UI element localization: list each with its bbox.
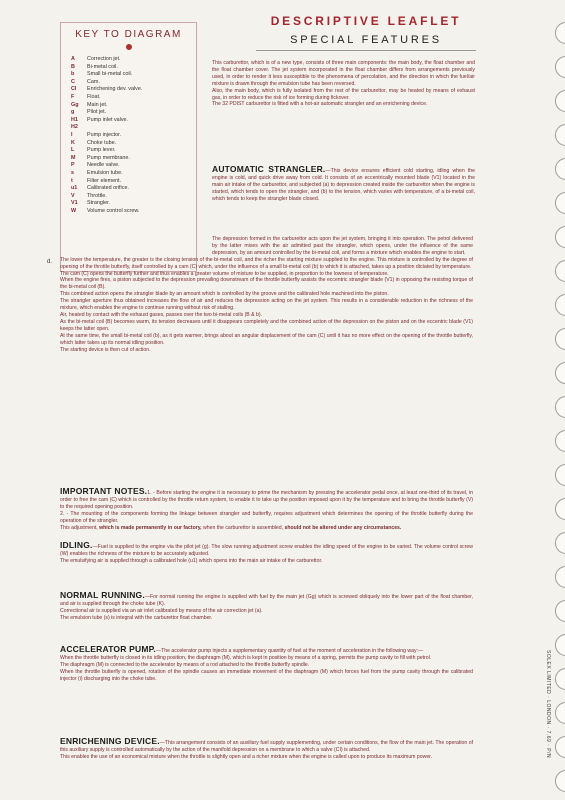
idling-text: Fuel is supplied to the engine via the pilot jet (g). The slow running adjustment screw enables the idling speed of the engine to be varied. The volume control screw (W) enables the richness of the mixture to be accurately adjusted. — [60, 544, 473, 557]
running-paragraph: NORMAL RUNNING.—For normal running the engine is supplied with fuel by the main jet (Gg) which is screwed obliquely into the lower part of the float chamber, and air is supplied through the choke tube (K). — [60, 590, 473, 607]
strangler-paragraph: As the bi-metal coil (B) becomes warm, its tension decreases until it disappears completely and the combined action of the depression on the piston and on the eccentric blade (V1) keeps the latter open. — [60, 318, 473, 332]
key-item — [71, 162, 196, 170]
key-item — [71, 102, 196, 110]
strangler-paragraph: The depression formed in the carburettor acts upon the jet system, bringing it into operation. The petrol delivered by the latter mixes with the air admitted past the strangler, which opens, under the influence of the same depression, by an amount controlled by the bi-metal coil, and forms a mixture which enables the engine to start. — [212, 236, 473, 256]
punch-hole — [555, 362, 565, 384]
key-symbol: W — [71, 207, 77, 214]
strangler-paragraph: The starting device is then cut of action. — [60, 346, 151, 353]
key-item — [71, 147, 196, 155]
key-description: Pilot jet. — [87, 109, 107, 116]
key-description: Calibrated orifice. — [87, 185, 129, 192]
key-item — [71, 193, 196, 201]
punch-hole — [555, 770, 565, 792]
key-item — [71, 86, 196, 94]
enrich-paragraph: ENRICHENING DEVICE.—This arrangement consists of an auxiliary fuel supply supplementing, under certain conditions, the flow of the main jet. The operation of this auxiliary supply is controlled automatically by the action of the manifold depression on a membrane to which a valve (CI) is attached. — [60, 736, 473, 753]
enrich-text: This arrangement consists of an auxiliary fuel supply supplementing, under certain conditions, the flow of the main jet. The operation of this auxiliary supply is controlled automatically by the action of the manifold depression on a membrane to which a valve (CI) is attached. — [60, 740, 473, 753]
key-symbol: H1 — [71, 116, 78, 123]
notes-paragraph: 2. - The mounting of the components forming the linkage between strangler and butterfly, requires adjustment which determines the opening of the throttle butterfly during the operation of the strangler. — [60, 510, 473, 524]
key-description: Float. — [87, 93, 101, 100]
key-symbol: I — [71, 131, 73, 138]
key-symbol: P — [71, 162, 75, 169]
running-title: NORMAL RUNNING. — [60, 590, 145, 600]
notes-paragraph — [60, 525, 473, 532]
punch-hole — [555, 158, 565, 180]
strangler-section — [212, 166, 475, 203]
key-description: Cam. — [87, 78, 100, 85]
key-description: Small bi-metal coil. — [87, 71, 133, 78]
key-to-diagram — [60, 22, 197, 272]
key-symbol: C — [71, 78, 75, 85]
idling-title: IDLING. — [60, 540, 93, 550]
strangler-paragraph: When the engine fires, a piston subjected to the depression prevailing downstream of the throttle butterfly assists the eccentric strangler blade (V1) in opposing the resisting torque of the bi-metal coil (B). — [60, 277, 473, 291]
key-description: Throttle. — [87, 192, 107, 199]
key-item — [71, 64, 196, 72]
punch-hole — [555, 668, 565, 690]
key-symbol: L — [71, 147, 75, 154]
leaflet-header — [256, 14, 476, 51]
notes-emphasis: should not be altered under any circumstances. — [284, 524, 402, 531]
intro-section — [212, 60, 475, 108]
enrich-paragraph: This enables the use of an economical mixture when the throttle is slightly open and a richer mixture when the engine is called upon to produce its maximum power. — [60, 753, 433, 760]
key-description — [87, 124, 196, 132]
key-item — [71, 170, 196, 178]
punch-hole — [555, 736, 565, 758]
key-list — [61, 56, 196, 215]
key-item — [71, 200, 196, 208]
key-description: Strangler. — [87, 200, 111, 207]
key-item — [71, 208, 196, 216]
notes-emphasis: which is made permanently in our factory, — [99, 524, 202, 531]
key-description: Enrichening dev. valve. — [87, 86, 143, 93]
idling-section — [60, 542, 473, 565]
punch-hole — [555, 498, 565, 520]
notes-title: IMPORTANT NOTES. — [60, 486, 148, 496]
enrich-section — [60, 738, 473, 761]
key-bullet — [126, 44, 132, 50]
key-item — [71, 94, 196, 102]
notes-section — [60, 488, 473, 531]
pump-section — [60, 646, 473, 683]
running-paragraph: Correctional air is supplied via an air inlet calibrated by means of the air correction jet (a). — [60, 607, 263, 614]
punch-hole — [555, 702, 565, 724]
strangler-text: This device ensures efficient cold starting, idling when the engine is cold, and quick drive away from cold. It consists of an eccentrically mounted blade (V1) located in the main air intake of the carburettor, and subjected (a) to depression created inside the carburettor when the engine is started, which tends to open the strangler, and (b) to the tension, which varies with temperature, of a bi-metal coil, which tends to keep the strangler blade closed. — [212, 168, 475, 202]
key-symbol: B — [71, 63, 75, 70]
punch-hole — [555, 328, 565, 350]
key-description: Volume control screw. — [87, 207, 140, 214]
key-description: Pump lever. — [87, 147, 116, 154]
key-item — [71, 56, 196, 64]
pump-paragraph: When the throttle butterfly is opened, rotation of the spindle causes an immediate movement of the diaphragm (M) which forces fuel from the pump cavity through the calibrated injector (i) discharging into the choke tube. — [60, 668, 473, 682]
punch-hole — [555, 566, 565, 588]
key-item — [71, 132, 196, 140]
intro-paragraph: The 32 PDIST carburettor is fitted with a hot-air automatic strangler and an enrichening device. — [212, 101, 428, 108]
key-symbol: K — [71, 139, 75, 146]
key-description: Pump inlet valve. — [87, 116, 129, 123]
stray-mark: d. — [47, 259, 53, 265]
key-symbol: CI — [71, 86, 77, 93]
punch-hole — [555, 90, 565, 112]
key-item — [71, 178, 196, 186]
strangler-paragraph: AUTOMATIC STRANGLER.—This device ensures efficient cold starting, idling when the engine is cold, and quick drive away from cold. It consists of an eccentrically mounted blade (V1) located in the main air intake of the carburettor, and subjected (a) to depression created inside the carburettor when the engine is started, which tends to open the strangler, and (b) to the tension, which varies with temperature, of a bi-metal coil, which tends to keep the strangler blade closed. — [212, 164, 475, 202]
key-symbol: H2 — [71, 124, 78, 131]
key-title: KEY TO DIAGRAM — [75, 29, 182, 40]
leaflet-subtitle: SPECIAL FEATURES — [290, 34, 442, 46]
key-description: Filter element. — [87, 177, 122, 184]
notes-text: when the carburettor is assembled, — [201, 524, 285, 531]
strangler-paragraph: The cam (C) opens the butterfly further and thus enables a greater volume of mixture to be supplied, in proportion to the lowness of temperature. — [60, 270, 389, 277]
key-item — [71, 140, 196, 148]
punch-hole — [555, 464, 565, 486]
key-item — [71, 117, 196, 125]
pump-title: ACCELERATOR PUMP. — [60, 644, 156, 654]
pump-text: The accelerator pump injects a supplementary quantity of fuel at the moment of acceleration in the following way:— — [161, 648, 424, 654]
key-symbol: u1 — [71, 185, 78, 192]
notes-text: This adjustment, — [60, 524, 100, 531]
idling-paragraph: IDLING.—Fuel is supplied to the engine via the pilot jet (g). The slow running adjustment screw enables the idling speed of the engine to be varied. The volume control screw (W) enables the richness of the mixture to be accurately adjusted. — [60, 540, 473, 557]
key-item — [71, 109, 196, 117]
punch-hole — [555, 124, 565, 146]
key-symbol: A — [71, 56, 75, 62]
key-symbol: Gg — [71, 101, 79, 108]
punch-hole — [555, 600, 565, 622]
punch-hole — [555, 56, 565, 78]
punch-hole — [555, 430, 565, 452]
key-item — [71, 79, 196, 87]
strangler-paragraph: The lower the temperature, the greater is the closing tension of the bi-metal coil, and the richer the starting mixture supplied to the engine. This mixture is controlled by the degree of opening of the throttle butterfly, itself controlled by a cam (C) which, under the influence of a small bi-metal coil (b) to which it is attached, takes up a position dictated by temperature. — [60, 256, 473, 270]
punch-hole — [555, 192, 565, 214]
key-description: Pump injector. — [87, 131, 122, 138]
key-description: Correction jet. — [87, 56, 121, 62]
punch-hole — [555, 396, 565, 418]
key-description: Needle valve. — [87, 162, 120, 169]
notes-paragraph — [60, 488, 473, 511]
punch-hole — [555, 260, 565, 282]
punch-hole — [555, 226, 565, 248]
leaflet-title: DESCRIPTIVE LEAFLET — [270, 14, 462, 28]
idling-paragraph: The emulsifying air is supplied through a calibrated hole (u1) which opens into the main air intake of the carburettor. — [60, 557, 323, 564]
key-symbol: t — [71, 177, 73, 184]
key-symbol: s — [71, 169, 74, 176]
strangler-paragraph: Air, heated by contact with the exhaust gases, passes over the two bi-metal coils (B & b). — [60, 311, 263, 318]
key-symbol: F — [71, 93, 75, 100]
key-item — [71, 185, 196, 193]
intro-paragraph: This carburettor, which is of a new type, consists of three main components: the main body, the float chamber and the float chamber cover. The jet system incorporated in the float chamber differs from arrangements previously used, in order to render it less susceptible to the phenomena of percolation, and the direction in which the fuel/air mixture is drawn through the emulsion tube has been reversed. — [212, 60, 475, 87]
key-description: Pump membrane. — [87, 154, 130, 161]
running-paragraph: The emulsion tube (s) is integral with the carburettor float chamber. — [60, 614, 213, 621]
punch-hole — [555, 532, 565, 554]
key-symbol: b — [71, 71, 75, 78]
strangler-paragraph: This combined action opens the strangler blade by an amount which is controlled by the groove and the calibrated hole machined into the piston. — [60, 291, 389, 298]
key-description: Emulsion tube. — [87, 169, 123, 176]
key-symbol: M — [71, 154, 76, 161]
notes-text: 1. - Before starting the engine it is necessary to prime the mechanism by pressing the accelerator pedal once, at least one-third of its travel, in order to free the cam (C) which is controlled by the throttle return system, to enable it to take up the position imposed upon it by the temperature and to bring the throttle butterfly (V) to the required opening position. — [60, 490, 473, 510]
punch-hole — [555, 634, 565, 656]
key-description: Main jet. — [87, 101, 108, 108]
pump-paragraph: When the throttle butterfly is closed in its idling position, the diaphragm (M), which is kept in position by means of a spring, permits the pump cavity to fill with petrol. — [60, 654, 432, 661]
enrich-title: ENRICHENING DEVICE. — [60, 736, 160, 746]
punch-hole — [555, 22, 565, 44]
pump-paragraph: ACCELERATOR PUMP.—The accelerator pump injects a supplementary quantity of fuel at the moment of acceleration in the following way:— — [60, 644, 424, 654]
punch-hole — [555, 294, 565, 316]
key-item — [71, 155, 196, 163]
key-description: Choke tube. — [87, 139, 117, 146]
running-text: For normal running the engine is supplied with fuel by the main jet (Gg) which is screwed obliquely into the lower part of the float chamber, and air is supplied through the choke tube (K). — [60, 594, 473, 607]
strangler-continued — [60, 236, 473, 353]
key-item — [71, 71, 196, 79]
header-divider — [256, 50, 476, 51]
key-item — [71, 124, 196, 132]
strangler-paragraph: The strangler aperture thus obtained increases the flow of air and reduces the depression acting on the jet system. This results in a considerable reduction in the richness of the mixture, which enables the engine to continue running without risk of stalling. — [60, 298, 473, 312]
intro-paragraph: Also, the main body, which is fully isolated from the rest of the carburettor, may be heated by means of exhaust gas, in order to reduce the risk of ice forming during fickover. — [212, 87, 475, 101]
key-description: Bi-metal coil. — [87, 63, 118, 70]
running-section — [60, 592, 473, 622]
pump-paragraph: The diaphragm (M) is connected to the accelerator by means of a rod attached to the throttle butterfly spindle. — [60, 661, 310, 668]
key-symbol: g — [71, 109, 75, 116]
key-symbol: V — [71, 192, 75, 199]
strangler-title: AUTOMATIC STRANGLER. — [212, 164, 326, 174]
side-caption: SOLEX LIMITED · LONDON · 7.69 · P/N — [545, 650, 551, 759]
key-symbol: V1 — [71, 200, 78, 207]
strangler-paragraph: At the same time, the small bi-metal coil (b), as it gets warmer, brings about an angular displacement of the cam (C) until it has no more effect on the opening of the throttle butterfly, which latter takes up its normal idling position. — [60, 332, 473, 346]
